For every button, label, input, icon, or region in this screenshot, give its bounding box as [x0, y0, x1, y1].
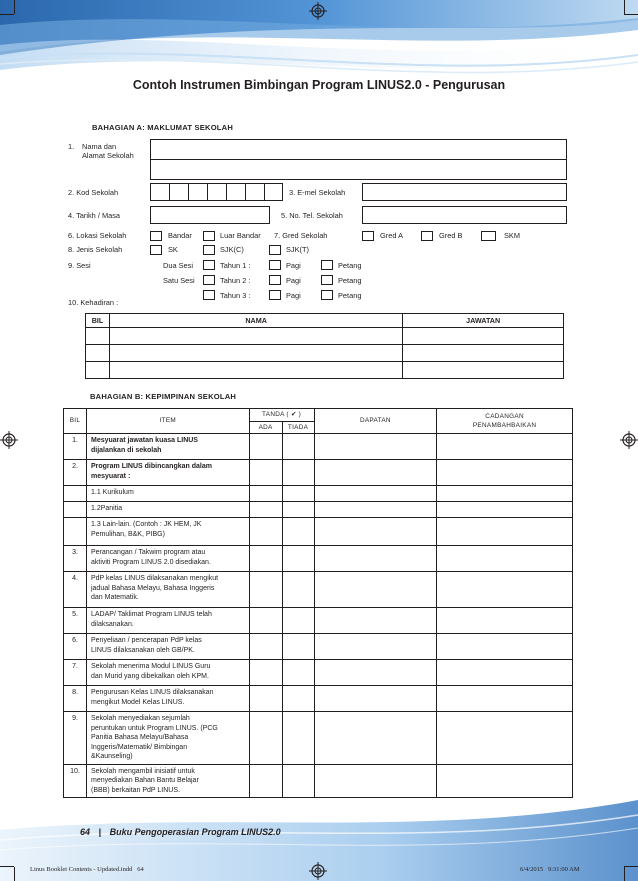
option-dua-sesi: Dua Sesi — [163, 261, 193, 270]
registration-mark-icon — [0, 431, 18, 449]
row-bil: 9. — [64, 712, 87, 765]
row-item: PdP kelas LINUS dilaksanakan mengikut jadual Bahasa Melayu, Bahasa Inggeris dan Matematik. — [86, 572, 249, 608]
table-row — [64, 712, 573, 765]
attendance-table — [85, 313, 564, 379]
q1-label-line2: Alamat Sekolah — [82, 151, 134, 160]
att-cell[interactable] — [109, 328, 402, 345]
checkbox-t1-pagi[interactable] — [269, 260, 281, 270]
t2-petang-label: Petang — [338, 276, 362, 285]
date-time-field[interactable] — [150, 206, 270, 224]
q7-label: 7. Gred Sekolah — [274, 231, 328, 240]
crop-mark — [624, 866, 638, 867]
checkbox-t3-pagi[interactable] — [269, 290, 281, 300]
checkbox-t3-petang[interactable] — [321, 290, 333, 300]
row-item: Sekolah menyediakan sejumlah peruntukan untuk Program LINUS. (PCG Panitia Bahasa Melayu/Bahasa Inggeris/Matematik/ Bimbingan &Kaunseling) — [86, 712, 249, 765]
att-cell[interactable] — [86, 345, 110, 362]
ada-cell[interactable] — [249, 518, 282, 546]
table-row — [64, 460, 573, 486]
row-bil — [64, 502, 87, 518]
table-row — [64, 486, 573, 502]
school-email-field[interactable] — [362, 183, 567, 201]
registration-mark-icon — [309, 2, 327, 20]
q9-label: 9. Sesi — [68, 261, 91, 270]
crop-mark — [0, 866, 14, 867]
row-bil: 10. — [64, 764, 87, 798]
ada-cell[interactable] — [249, 608, 282, 634]
att-cell[interactable] — [86, 362, 110, 379]
table-row — [64, 608, 573, 634]
att-cell[interactable] — [403, 328, 564, 345]
tiada-cell[interactable] — [282, 502, 314, 518]
crop-mark — [624, 867, 625, 881]
q1-number: 1. — [68, 142, 75, 151]
footer-separator: | — [98, 827, 102, 837]
dapatan-cell[interactable] — [314, 434, 437, 460]
table-row — [64, 546, 573, 572]
checkbox-sk[interactable] — [150, 245, 162, 255]
row-bil: 3. — [64, 546, 87, 572]
header-dapatan: DAPATAN — [314, 409, 437, 434]
footer-page-number: 64 — [80, 827, 91, 837]
row-item: LADAP/ Taklimat Program LINUS telah dilaksanakan. — [86, 608, 249, 634]
ada-cell[interactable] — [249, 764, 282, 798]
t2-pagi-label: Pagi — [286, 276, 301, 285]
dapatan-cell[interactable] — [314, 546, 437, 572]
q8-label: 8. Jenis Sekolah — [68, 245, 123, 254]
checkbox-t2-pagi[interactable] — [269, 275, 281, 285]
row-bil — [64, 486, 87, 502]
tahun1-label: Tahun 1 : — [220, 261, 251, 270]
tiada-cell[interactable] — [282, 764, 314, 798]
dapatan-cell[interactable] — [314, 608, 437, 634]
ada-cell[interactable] — [249, 634, 282, 660]
att-header-nama: NAMA — [109, 314, 402, 328]
cadangan-cell[interactable] — [437, 608, 573, 634]
checkbox-satu-sesi[interactable] — [203, 275, 215, 285]
crop-mark — [14, 867, 15, 881]
t1-pagi-label: Pagi — [286, 261, 301, 270]
row-bil: 8. — [64, 686, 87, 712]
ada-cell[interactable] — [249, 546, 282, 572]
row-item: Perancangan / Takwim program atau aktiviti Program LINUS 2.0 disediakan. — [86, 546, 249, 572]
ada-cell[interactable] — [249, 572, 282, 608]
ada-cell[interactable] — [249, 712, 282, 765]
dapatan-cell[interactable] — [314, 486, 437, 502]
tiada-cell[interactable] — [282, 660, 314, 686]
tiada-cell[interactable] — [282, 460, 314, 486]
tahun3-label: Tahun 3 : — [220, 291, 251, 300]
option-sk: SK — [168, 245, 178, 254]
section-b-heading: BAHAGIAN B: KEPIMPINAN SEKOLAH — [90, 392, 237, 401]
school-phone-field[interactable] — [362, 206, 567, 224]
checkbox-t1-petang[interactable] — [321, 260, 333, 270]
cadangan-cell[interactable] — [437, 546, 573, 572]
row-item: Sekolah mengambil inisiatif untuk menyediakan Bahan Bantu Belajar (BBB) berkaitan PdP LINUS. — [86, 764, 249, 798]
leadership-table — [63, 408, 573, 798]
table-row — [64, 634, 573, 660]
option-bandar: Bandar — [168, 231, 192, 240]
row-item: 1.2Panitia — [86, 502, 249, 518]
tiada-cell[interactable] — [282, 712, 314, 765]
option-satu-sesi: Satu Sesi — [163, 276, 195, 285]
tiada-cell[interactable] — [282, 572, 314, 608]
checkbox-bandar[interactable] — [150, 231, 162, 241]
row-bil: 6. — [64, 634, 87, 660]
section-a-heading: BAHAGIAN A: MAKLUMAT SEKOLAH — [92, 123, 234, 132]
att-cell[interactable] — [403, 345, 564, 362]
option-skm: SKM — [504, 231, 521, 240]
slug-filename: Linus Booklet Contents - Updated.indd 64 — [30, 866, 144, 873]
crop-mark — [624, 0, 625, 14]
q1-label-line1: Nama dan — [82, 142, 117, 151]
crop-mark — [14, 0, 15, 14]
row-item: 1.1 Kurikulum — [86, 486, 249, 502]
q5-label: 5. No. Tel. Sekolah — [281, 211, 343, 220]
tiada-cell[interactable] — [282, 686, 314, 712]
crop-mark — [624, 14, 638, 15]
dapatan-cell[interactable] — [314, 572, 437, 608]
cadangan-cell[interactable] — [437, 460, 573, 486]
ada-cell[interactable] — [249, 660, 282, 686]
tahun2-label: Tahun 2 : — [220, 276, 251, 285]
header-tanda: TANDA ( ✔ ) — [249, 409, 314, 422]
header-bil: BIL — [64, 409, 87, 434]
checkbox-dua-sesi[interactable] — [203, 260, 215, 270]
option-sjkc: SJK(C) — [220, 245, 244, 254]
header-tiada: TIADA — [282, 421, 314, 434]
table-row — [64, 434, 573, 460]
q10-label: 10. Kehadiran : — [68, 298, 119, 307]
att-cell[interactable] — [403, 362, 564, 379]
checkbox-t2-petang[interactable] — [321, 275, 333, 285]
t1-petang-label: Petang — [338, 261, 362, 270]
option-sjkt: SJK(T) — [286, 245, 309, 254]
school-address-field[interactable] — [150, 159, 567, 180]
checkbox-gred-a[interactable] — [362, 231, 374, 241]
page-footer — [80, 827, 281, 837]
cadangan-cell[interactable] — [437, 434, 573, 460]
tiada-cell[interactable] — [282, 434, 314, 460]
row-bil: 5. — [64, 608, 87, 634]
q2-label: 2. Kod Sekolah — [68, 188, 119, 197]
cadangan-cell[interactable] — [437, 486, 573, 502]
ada-cell[interactable] — [249, 434, 282, 460]
t3-pagi-label: Pagi — [286, 291, 301, 300]
row-bil: 7. — [64, 660, 87, 686]
table-row — [64, 502, 573, 518]
ada-cell[interactable] — [249, 486, 282, 502]
table-row — [64, 764, 573, 798]
page-title: Contoh Instrumen Bimbingan Program LINUS2.0 - Pengurusan — [132, 78, 506, 92]
dapatan-cell[interactable] — [314, 460, 437, 486]
ada-cell[interactable] — [249, 686, 282, 712]
row-item: Sekolah menerima Modul LINUS Guru dan Murid yang dibekalkan oleh KPM. — [86, 660, 249, 686]
header-cadangan: CADANGAN PENAMBAHBAIKAN — [437, 409, 573, 434]
dapatan-cell[interactable] — [314, 502, 437, 518]
table-row — [64, 660, 573, 686]
row-bil: 1. — [64, 434, 87, 460]
option-luar-bandar: Luar Bandar — [220, 231, 261, 240]
dapatan-cell[interactable] — [314, 660, 437, 686]
dapatan-cell[interactable] — [314, 686, 437, 712]
row-item: Program LINUS dibincangkan dalam mesyuarat : — [86, 460, 249, 486]
option-gred-b: Gred B — [439, 231, 463, 240]
dapatan-cell[interactable] — [314, 764, 437, 798]
cadangan-cell[interactable] — [437, 518, 573, 546]
tiada-cell[interactable] — [282, 608, 314, 634]
tiada-cell[interactable] — [282, 486, 314, 502]
row-item: 1.3 Lain-lain. (Contoh : JK HEM, JK Pemulihan, B&K, PIBG) — [86, 518, 249, 546]
row-bil: 4. — [64, 572, 87, 608]
dapatan-cell[interactable] — [314, 518, 437, 546]
row-item: Penyeliaan / pencerapan PdP kelas LINUS dilaksanakan oleh GB/PK. — [86, 634, 249, 660]
ada-cell[interactable] — [249, 460, 282, 486]
att-header-jawatan: JAWATAN — [403, 314, 564, 328]
row-item: Pengurusan Kelas LINUS dilaksanakan mengikut Model Kelas LINUS. — [86, 686, 249, 712]
q4-label: 4. Tarikh / Masa — [68, 211, 121, 220]
registration-mark-icon — [620, 431, 638, 449]
cadangan-cell[interactable] — [437, 686, 573, 712]
att-cell[interactable] — [86, 328, 110, 345]
registration-mark-icon — [309, 862, 327, 880]
cadangan-cell[interactable] — [437, 660, 573, 686]
t3-petang-label: Petang — [338, 291, 362, 300]
tiada-cell[interactable] — [282, 546, 314, 572]
table-row — [64, 518, 573, 546]
checkbox-luar-bandar[interactable] — [203, 231, 215, 241]
checkbox-gred-b[interactable] — [421, 231, 433, 241]
option-gred-a: Gred A — [380, 231, 404, 240]
ada-cell[interactable] — [249, 502, 282, 518]
q3-label: 3. E-mel Sekolah — [289, 188, 346, 197]
row-bil — [64, 518, 87, 546]
table-row — [64, 686, 573, 712]
slug-date: 6/4/2015 9:31:00 AM — [520, 866, 580, 873]
table-row — [64, 572, 573, 608]
cadangan-cell[interactable] — [437, 502, 573, 518]
cadangan-cell[interactable] — [437, 634, 573, 660]
dapatan-cell[interactable] — [314, 634, 437, 660]
header-item: ITEM — [86, 409, 249, 434]
footer-book-title: Buku Pengoperasian Program LINUS2.0 — [109, 827, 281, 837]
checkbox-t3-sesi[interactable] — [203, 290, 215, 300]
tiada-cell[interactable] — [282, 634, 314, 660]
school-name-field[interactable] — [150, 139, 567, 160]
att-cell[interactable] — [109, 362, 402, 379]
row-item: Mesyuarat jawatan kuasa LINUS dijalankan di sekolah — [86, 434, 249, 460]
checkbox-skm[interactable] — [481, 231, 496, 241]
cadangan-cell[interactable] — [437, 572, 573, 608]
checkbox-sjkc[interactable] — [203, 245, 215, 255]
att-header-bil: BIL — [86, 314, 110, 328]
row-bil: 2. — [64, 460, 87, 486]
dapatan-cell[interactable] — [314, 712, 437, 765]
header-ada: ADA — [249, 421, 282, 434]
cadangan-cell[interactable] — [437, 712, 573, 765]
att-cell[interactable] — [109, 345, 402, 362]
cadangan-cell[interactable] — [437, 764, 573, 798]
crop-mark — [0, 14, 14, 15]
tiada-cell[interactable] — [282, 518, 314, 546]
q6-label: 6. Lokasi Sekolah — [68, 231, 127, 240]
checkbox-sjkt[interactable] — [269, 245, 281, 255]
